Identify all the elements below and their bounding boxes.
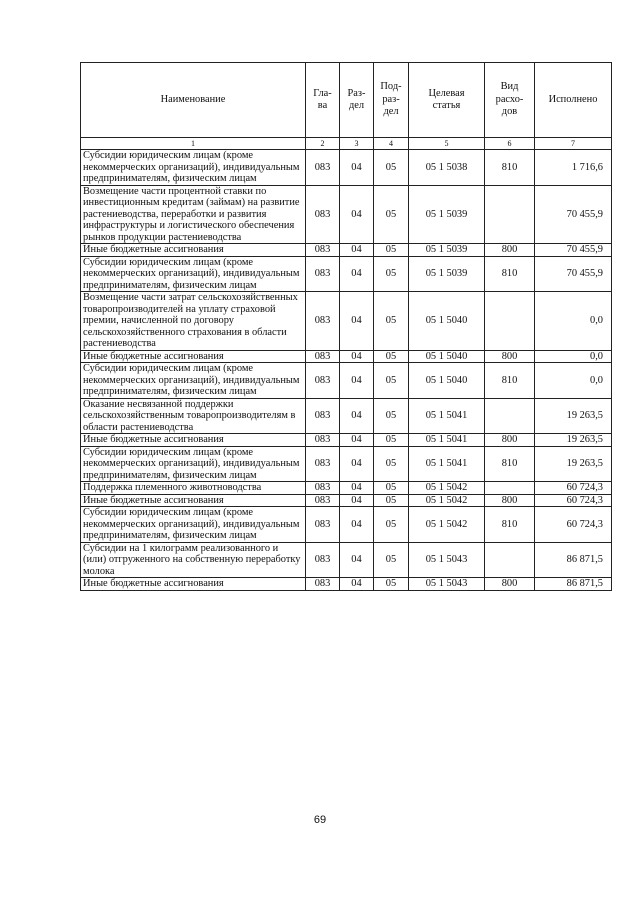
table-row [81, 494, 612, 507]
row-podrazdel: 05 [374, 256, 409, 292]
header-glava [306, 63, 340, 138]
row-vid: 810 [485, 507, 535, 543]
row-value: 0,0 [535, 292, 612, 351]
header-text-line: статья [432, 100, 461, 111]
row-glava: 083 [306, 446, 340, 482]
row-name: Оказание несвязанной поддержки сельскохозяйственным товаропроизводителям в области растениеводства [81, 398, 306, 434]
row-razdel: 04 [340, 434, 374, 447]
row-value: 86 871,5 [535, 578, 612, 591]
row-glava: 083 [306, 398, 340, 434]
row-name: Иные бюджетные ассигнования [81, 434, 306, 447]
row-value: 1 716,6 [535, 150, 612, 186]
row-vid: 800 [485, 434, 535, 447]
row-stat: 05 1 5040 [409, 350, 485, 363]
row-name: Возмещение части затрат сельскохозяйственных товаропроизводителей на уплату страховой премии, начисленной по договору сельскохозяйственного страхования в области растениеводства [81, 292, 306, 351]
table-row [81, 542, 612, 578]
row-podrazdel: 05 [374, 398, 409, 434]
row-stat: 05 1 5040 [409, 363, 485, 399]
row-vid: 810 [485, 363, 535, 399]
row-vid: 810 [485, 150, 535, 186]
header-text-line: Вид [500, 81, 519, 93]
row-stat: 05 1 5042 [409, 507, 485, 543]
row-value: 19 263,5 [535, 398, 612, 434]
row-glava: 083 [306, 542, 340, 578]
table-row [81, 482, 612, 495]
header-text-line: расхо- [495, 93, 524, 105]
col-num: 2 [306, 138, 340, 150]
row-name: Иные бюджетные ассигнования [81, 578, 306, 591]
row-stat: 05 1 5042 [409, 494, 485, 507]
row-value: 60 724,3 [535, 494, 612, 507]
table-row [81, 446, 612, 482]
table-row [81, 350, 612, 363]
row-vid [485, 398, 535, 434]
row-stat: 05 1 5042 [409, 482, 485, 495]
header-text-line: Целевая [428, 87, 465, 99]
row-value: 70 455,9 [535, 256, 612, 292]
table-row [81, 578, 612, 591]
col-num: 3 [340, 138, 374, 150]
row-glava: 083 [306, 185, 340, 244]
row-vid: 800 [485, 350, 535, 363]
row-razdel: 04 [340, 494, 374, 507]
col-num: 7 [535, 138, 612, 150]
row-stat: 05 1 5039 [409, 256, 485, 292]
row-razdel: 04 [340, 350, 374, 363]
row-razdel: 04 [340, 256, 374, 292]
header-text-line: Гла- [313, 87, 332, 99]
row-podrazdel: 05 [374, 482, 409, 495]
header-text-line: раз- [382, 93, 400, 105]
row-name: Иные бюджетные ассигнования [81, 494, 306, 507]
row-glava: 083 [306, 256, 340, 292]
row-stat: 05 1 5041 [409, 446, 485, 482]
row-vid: 800 [485, 578, 535, 591]
row-podrazdel: 05 [374, 434, 409, 447]
row-glava: 083 [306, 434, 340, 447]
row-podrazdel: 05 [374, 292, 409, 351]
row-value: 86 871,5 [535, 542, 612, 578]
row-glava: 083 [306, 482, 340, 495]
page-number: 69 [313, 814, 327, 826]
table-row [81, 292, 612, 351]
row-vid [485, 185, 535, 244]
header-row [81, 63, 612, 138]
row-razdel: 04 [340, 482, 374, 495]
row-glava: 083 [306, 578, 340, 591]
row-razdel: 04 [340, 185, 374, 244]
row-vid: 810 [485, 446, 535, 482]
row-glava: 083 [306, 150, 340, 186]
table-row [81, 256, 612, 292]
header-razdel [340, 63, 374, 138]
row-stat: 05 1 5043 [409, 578, 485, 591]
budget-table [80, 62, 612, 591]
header-text-line: Раз- [347, 87, 366, 99]
table-row [81, 434, 612, 447]
header-text-line: дел [383, 106, 399, 118]
row-podrazdel: 05 [374, 507, 409, 543]
row-razdel: 04 [340, 507, 374, 543]
header-stat [409, 63, 485, 138]
table-row [81, 363, 612, 399]
row-glava: 083 [306, 494, 340, 507]
row-podrazdel: 05 [374, 244, 409, 257]
row-value: 70 455,9 [535, 185, 612, 244]
row-podrazdel: 05 [374, 494, 409, 507]
row-stat: 05 1 5043 [409, 542, 485, 578]
row-value: 60 724,3 [535, 507, 612, 543]
row-podrazdel: 05 [374, 578, 409, 591]
row-stat: 05 1 5041 [409, 398, 485, 434]
col-num: 6 [485, 138, 535, 150]
row-podrazdel: 05 [374, 363, 409, 399]
row-name: Субсидии юридическим лицам (кроме некоммерческих организаций), индивидуальным предпринимателям, физическим лицам [81, 150, 306, 186]
row-vid [485, 292, 535, 351]
row-stat: 05 1 5040 [409, 292, 485, 351]
row-glava: 083 [306, 350, 340, 363]
row-razdel: 04 [340, 292, 374, 351]
header-podrazdel [374, 63, 409, 138]
row-name: Субсидии юридическим лицам (кроме некоммерческих организаций), индивидуальным предпринимателям, физическим лицам [81, 256, 306, 292]
row-podrazdel: 05 [374, 185, 409, 244]
row-name: Поддержка племенного животноводства [81, 482, 306, 495]
row-razdel: 04 [340, 578, 374, 591]
header-text-line: дел [348, 100, 365, 111]
row-glava: 083 [306, 292, 340, 351]
row-podrazdel: 05 [374, 446, 409, 482]
row-glava: 083 [306, 244, 340, 257]
row-razdel: 04 [340, 446, 374, 482]
row-name: Субсидии юридическим лицам (кроме некоммерческих организаций), индивидуальным предпринимателям, физическим лицам [81, 363, 306, 399]
row-vid [485, 482, 535, 495]
table-row [81, 150, 612, 186]
table-row [81, 398, 612, 434]
row-value: 0,0 [535, 350, 612, 363]
row-name: Иные бюджетные ассигнования [81, 244, 306, 257]
header-ispolneno: Исполнено [535, 63, 612, 138]
row-value: 19 263,5 [535, 434, 612, 447]
row-value: 70 455,9 [535, 244, 612, 257]
row-vid: 810 [485, 256, 535, 292]
row-razdel: 04 [340, 150, 374, 186]
col-num: 4 [374, 138, 409, 150]
row-vid: 800 [485, 244, 535, 257]
row-value: 0,0 [535, 363, 612, 399]
row-razdel: 04 [340, 244, 374, 257]
col-num: 5 [409, 138, 485, 150]
row-stat: 05 1 5041 [409, 434, 485, 447]
table-row [81, 185, 612, 244]
row-stat: 05 1 5039 [409, 185, 485, 244]
row-stat: 05 1 5039 [409, 244, 485, 257]
row-name: Возмещение части процентной ставки по инвестиционным кредитам (займам) на развитие растениеводства, переработки и развития инфраструктуры и логистического обеспечения рынков продукции растениеводства [81, 185, 306, 244]
row-razdel: 04 [340, 363, 374, 399]
row-glava: 083 [306, 507, 340, 543]
header-text-line: Под- [380, 81, 402, 93]
row-razdel: 04 [340, 542, 374, 578]
header-text-line: ва [317, 100, 328, 111]
table-row [81, 244, 612, 257]
row-vid [485, 542, 535, 578]
row-name: Иные бюджетные ассигнования [81, 350, 306, 363]
row-name: Субсидии юридическим лицам (кроме некоммерческих организаций), индивидуальным предпринимателям, физическим лицам [81, 507, 306, 543]
header-text-line: дов [501, 106, 518, 118]
header-name: Наименование [81, 63, 306, 138]
table-row [81, 507, 612, 543]
row-value: 19 263,5 [535, 446, 612, 482]
row-vid: 800 [485, 494, 535, 507]
row-value: 60 724,3 [535, 482, 612, 495]
row-name: Субсидии юридическим лицам (кроме некоммерческих организаций), индивидуальным предпринимателям, физическим лицам [81, 446, 306, 482]
row-glava: 083 [306, 363, 340, 399]
row-podrazdel: 05 [374, 150, 409, 186]
row-podrazdel: 05 [374, 350, 409, 363]
row-stat: 05 1 5038 [409, 150, 485, 186]
row-razdel: 04 [340, 398, 374, 434]
header-vid [485, 63, 535, 138]
col-num: 1 [81, 138, 306, 150]
row-podrazdel: 05 [374, 542, 409, 578]
row-name: Субсидии на 1 килограмм реализованного и (или) отгруженного на собственную переработку молока [81, 542, 306, 578]
column-number-row [81, 138, 612, 150]
